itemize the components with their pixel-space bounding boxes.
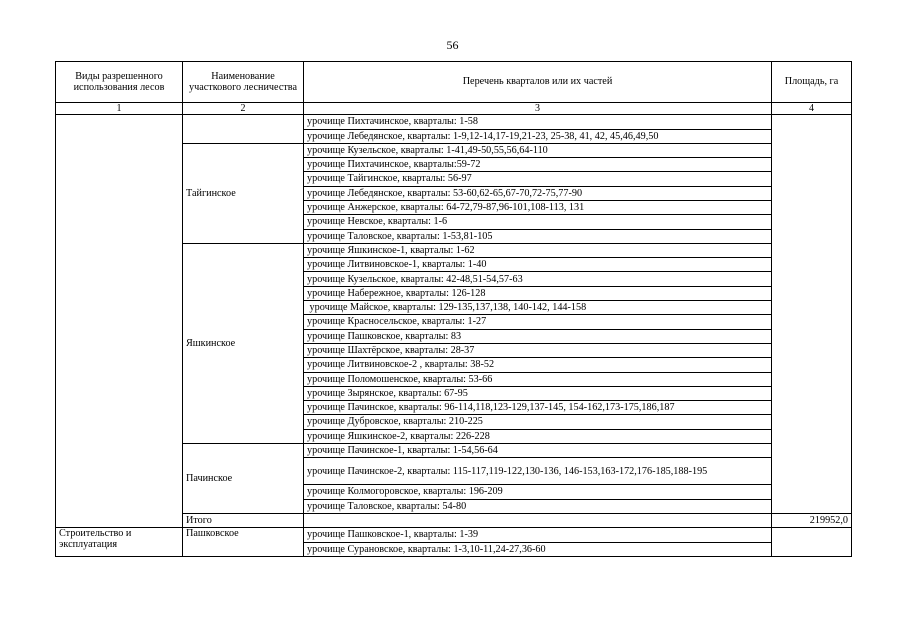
quarters-cell: урочище Пашковское, кварталы: 83 bbox=[304, 329, 772, 343]
area-cell bbox=[772, 115, 852, 514]
quarters-cell: урочище Таловское, кварталы: 54-80 bbox=[304, 499, 772, 513]
page-number: 56 bbox=[446, 38, 459, 52]
table-row bbox=[56, 115, 852, 129]
quarters-cell: урочище Майское, кварталы: 129-135,137,138, 140-142, 144-158 bbox=[304, 301, 772, 315]
total-area: 219952,0 bbox=[772, 513, 852, 527]
quarters-cell: урочище Тайгинское, кварталы: 56-97 bbox=[304, 172, 772, 186]
quarters-cell: урочище Лебедянское, кварталы: 53-60,62-65,67-70,72-75,77-90 bbox=[304, 186, 772, 200]
quarters-cell: урочище Пачинское, кварталы: 96-114,118,123-129,137-145, 154-162,173-175,186,187 bbox=[304, 401, 772, 415]
quarters-cell: урочище Набережное, кварталы: 126-128 bbox=[304, 286, 772, 300]
header-forestry-name: Наименование участкового лесничества bbox=[183, 62, 304, 103]
quarters-cell: урочище Яшкинское-1, кварталы: 1-62 bbox=[304, 243, 772, 257]
header-use-type: Виды разрешенного использования лесов bbox=[56, 62, 183, 103]
forestry-cell: Пачинское bbox=[183, 444, 304, 514]
quarters-cell: урочище Таловское, кварталы: 1-53,81-105 bbox=[304, 229, 772, 243]
quarters-cell: урочище Пачинское-2, кварталы: 115-117,119-122,130-136, 146-153,163-172,176-185,188-195 bbox=[304, 458, 772, 485]
quarters-cell: урочище Шахтёрское, кварталы: 28-37 bbox=[304, 343, 772, 357]
quarters-cell: урочище Пачинское-1, кварталы: 1-54,56-64 bbox=[304, 444, 772, 458]
table-row bbox=[56, 528, 852, 542]
use-type-cell bbox=[56, 115, 183, 528]
quarters-cell: урочище Пихтачинское, кварталы: 1-58 bbox=[304, 115, 772, 129]
header-quarters-list: Перечень кварталов или их частей bbox=[304, 62, 772, 103]
area-cell bbox=[772, 528, 852, 557]
column-number: 1 bbox=[56, 103, 183, 115]
quarters-cell: урочище Литвиновское-1, кварталы: 1-40 bbox=[304, 258, 772, 272]
use-type-cell: Строительство и эксплуатация bbox=[56, 528, 183, 557]
forest-use-table bbox=[55, 61, 852, 557]
quarters-cell: урочище Красносельское, кварталы: 1-27 bbox=[304, 315, 772, 329]
quarters-cell: урочище Пихтачинское, кварталы:59-72 bbox=[304, 158, 772, 172]
forestry-cell: Яшкинское bbox=[183, 243, 304, 443]
quarters-cell: урочище Зырянское, кварталы: 67-95 bbox=[304, 386, 772, 400]
column-number-row bbox=[56, 103, 852, 115]
quarters-cell: урочище Лебедянское, кварталы: 1-9,12-14,17-19,21-23, 25-38, 41, 42, 45,46,49,50 bbox=[304, 129, 772, 143]
column-number: 4 bbox=[772, 103, 852, 115]
quarters-cell: урочище Невское, кварталы: 1-6 bbox=[304, 215, 772, 229]
forestry-cell: Пашковское bbox=[183, 528, 304, 557]
column-number: 3 bbox=[304, 103, 772, 115]
quarters-cell: урочище Литвиновское-2 , кварталы: 38-52 bbox=[304, 358, 772, 372]
quarters-cell: урочище Дубровское, кварталы: 210-225 bbox=[304, 415, 772, 429]
quarters-cell: урочище Яшкинское-2, кварталы: 226-228 bbox=[304, 429, 772, 443]
quarters-cell: урочище Колмогоровское, кварталы: 196-209 bbox=[304, 485, 772, 499]
total-label: Итого bbox=[183, 513, 304, 527]
quarters-cell: урочище Анжерское, кварталы: 64-72,79-87,96-101,108-113, 131 bbox=[304, 200, 772, 214]
forestry-cell: Тайгинское bbox=[183, 143, 304, 243]
column-number: 2 bbox=[183, 103, 304, 115]
quarters-cell: урочище Сурановское, кварталы: 1-3,10-11,24-27,36-60 bbox=[304, 542, 772, 556]
quarters-cell: урочище Кузельское, кварталы: 42-48,51-54,57-63 bbox=[304, 272, 772, 286]
quarters-cell: урочище Поломошенское, кварталы: 53-66 bbox=[304, 372, 772, 386]
forestry-cell bbox=[183, 115, 304, 144]
header-area: Площадь, га bbox=[772, 62, 852, 103]
table-header-row bbox=[56, 62, 852, 103]
total-quarters-cell bbox=[304, 513, 772, 527]
quarters-cell: урочище Пашковское-1, кварталы: 1-39 bbox=[304, 528, 772, 542]
quarters-cell: урочище Кузельское, кварталы: 1-41,49-50,55,56,64-110 bbox=[304, 143, 772, 157]
